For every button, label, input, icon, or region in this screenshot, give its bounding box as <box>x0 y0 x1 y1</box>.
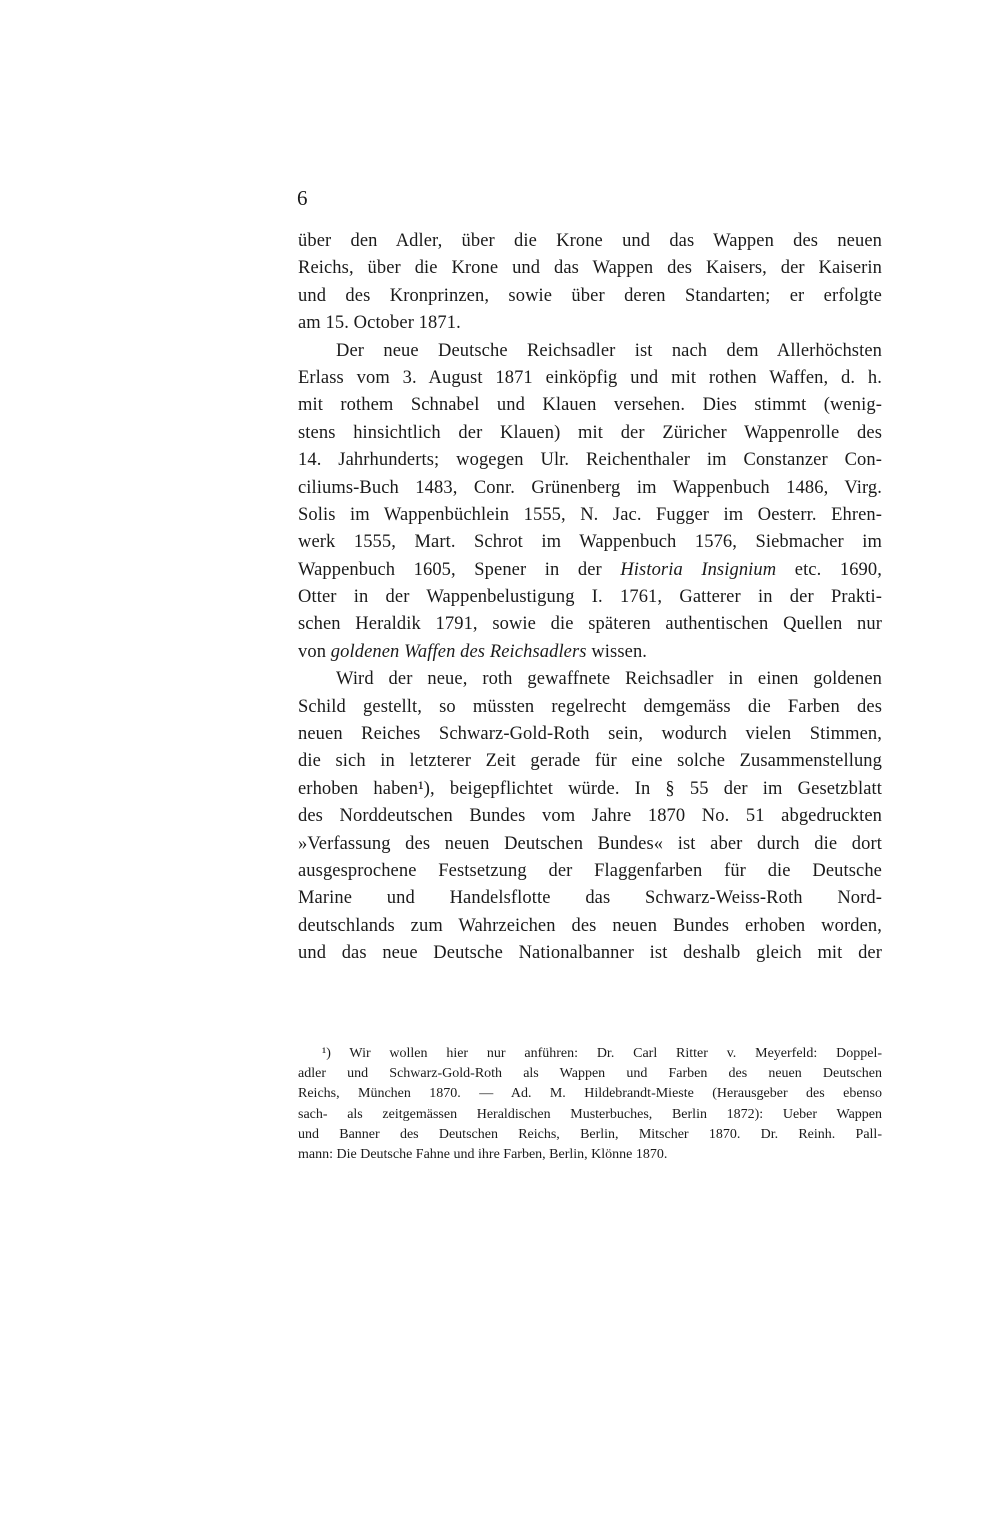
paragraph-2 <box>298 338 882 667</box>
text-line: Schild gestellt, so müssten regelrecht demgemäss die Farben des <box>298 696 882 717</box>
page-number: 6 <box>297 186 308 210</box>
text-line: stens hinsichtlich der Klauen) mit der Züricher Wappenrolle des <box>298 422 882 443</box>
italic-phrase: goldenen Waffen des Reichsadlers <box>330 641 587 662</box>
italic-phrase: Historia Insignium <box>620 559 777 580</box>
body-text <box>298 228 882 968</box>
text-line: Reichs, über die Krone und das Wappen des Kaisers, der Kaiserin <box>298 258 882 279</box>
paragraph-3 <box>298 666 882 967</box>
footnote <box>298 1044 882 1165</box>
footnote-line: ¹) Wir wollen hier nur anführen: Dr. Carl Ritter v. Meyerfeld: Doppel- <box>322 1046 882 1061</box>
text-line: Der neue Deutsche Reichsadler ist nach dem Allerhöchsten <box>336 340 882 361</box>
text-line: und das neue Deutsche Nationalbanner ist deshalb gleich mit der <box>298 943 882 964</box>
text-line: am 15. October 1871. <box>298 313 461 334</box>
paragraph-1 <box>298 228 882 338</box>
text-line: neuen Reiches Schwarz-Gold-Roth sein, wodurch vielen Stimmen, <box>298 724 882 745</box>
footnote-line: adler und Schwarz-Gold-Roth als Wappen und Farben des neuen Deutschen <box>298 1066 882 1082</box>
footnote-line: mann: Die Deutsche Fahne und ihre Farben, Berlin, Klönne 1870. <box>298 1146 668 1162</box>
footnote-line: und Banner des Deutschen Reichs, Berlin, Mitscher 1870. Dr. Reinh. Pall- <box>298 1126 882 1142</box>
text-line: Erlass vom 3. August 1871 einköpfig und mit rothen Waffen, d. h. <box>298 367 882 388</box>
text-line: des Norddeutschen Bundes vom Jahre 1870 No. 51 abgedruckten <box>298 806 882 827</box>
footnote-line: sach- als zeitgemässen Heraldischen Musterbuches, Berlin 1872): Ueber Wappen <box>298 1106 882 1122</box>
text-line: schen Heraldik 1791, sowie die späteren authentischen Quellen nur <box>298 614 882 635</box>
footnote-line: Reichs, München 1870. — Ad. M. Hildebrandt-Mieste (Herausgeber des ebenso <box>298 1086 882 1102</box>
text-line: über den Adler, über die Krone und das Wappen des neuen <box>298 231 882 251</box>
text-line: Otter in der Wappenbelustigung I. 1761, Gatterer in der Prakti- <box>298 587 882 608</box>
text-line: deutschlands zum Wahrzeichen des neuen Bundes erhoben worden, <box>298 915 882 936</box>
text-line: erhoben haben¹), beigepflichtet würde. In § 55 der im Gesetzblatt <box>298 778 882 799</box>
text-line: »Verfassung des neuen Deutschen Bundes« ist aber durch die dort <box>298 833 882 854</box>
text-line: ausgesprochene Festsetzung der Flaggenfarben für die Deutsche <box>298 860 882 881</box>
text-line: und des Kronprinzen, sowie über deren Standarten; er erfolgte <box>298 285 882 306</box>
text-line: Wird der neue, roth gewaffnete Reichsadler in einen goldenen <box>336 669 882 690</box>
text-line: Wappenbuch 1605, Spener in der Historia Insignium etc. 1690, <box>298 559 882 580</box>
text-line: Marine und Handelsflotte das Schwarz-Weiss-Roth Nord- <box>298 888 882 909</box>
text-line: die sich in letzterer Zeit gerade für eine solche Zusammenstellung <box>298 751 882 772</box>
text-line: ciliums-Buch 1483, Conr. Grünenberg im Wappenbuch 1486, Virg. <box>298 477 882 498</box>
text-line: Solis im Wappenbüchlein 1555, N. Jac. Fugger im Oesterr. Ehren- <box>298 504 882 525</box>
text-line: mit rothem Schnabel und Klauen versehen. Dies stimmt (wenig- <box>298 395 882 416</box>
text-line: 14. Jahrhunderts; wogegen Ulr. Reichenthaler im Constanzer Con- <box>298 450 882 471</box>
text-line: von goldenen Waffen des Reichsadlers wissen. <box>298 641 648 662</box>
text-line: werk 1555, Mart. Schrot im Wappenbuch 1576, Siebmacher im <box>298 532 882 553</box>
